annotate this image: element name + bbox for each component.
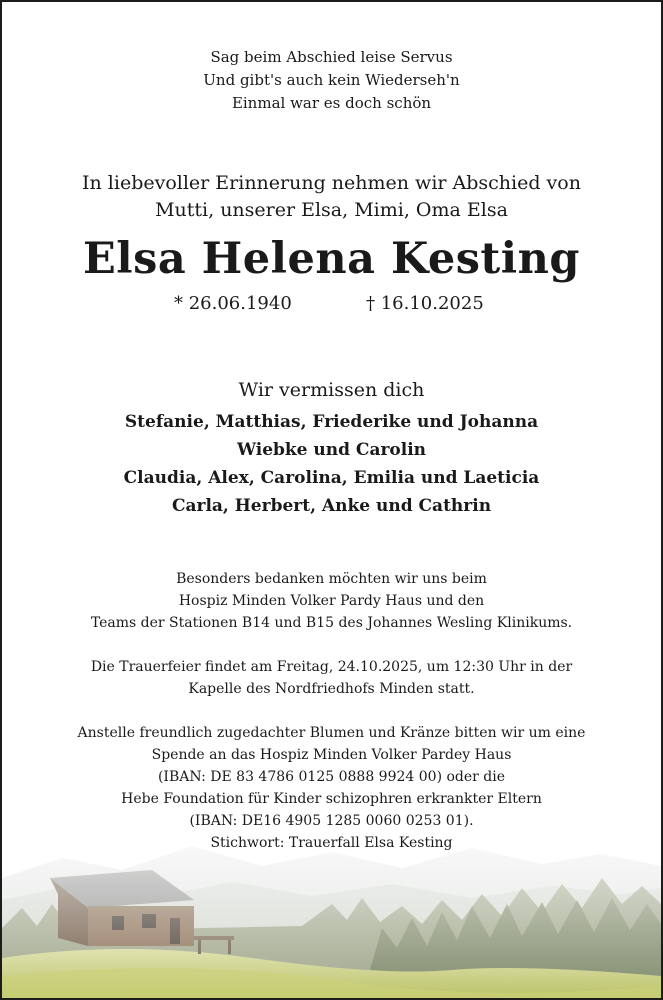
donation-line: (IBAN: DE16 4905 1285 0060 0253 01). <box>189 813 474 829</box>
poem-line: Sag beim Abschied leise Servus <box>210 48 453 66</box>
donation-line: Stichwort: Trauerfall Elsa Kesting <box>210 835 453 851</box>
thanks-line: Teams der Stationen B14 und B15 des Johannes Wesling Klinikums. <box>90 615 573 631</box>
miss-line: Wir vermissen dich <box>238 379 425 401</box>
family-names <box>2 408 661 520</box>
intro-text <box>2 170 661 224</box>
intro-line: Mutti, unserer Elsa, Mimi, Oma Elsa <box>155 199 508 221</box>
intro-line: In liebevoller Erinnerung nehmen wir Abschied von <box>82 172 581 194</box>
service-line: Kapelle des Nordfriedhofs Minden statt. <box>188 681 475 697</box>
birth-date: * 26.06.1940 <box>174 293 292 314</box>
poem-verse <box>2 46 661 115</box>
family-line: Claudia, Alex, Carolina, Emilia und Laeticia <box>123 468 540 488</box>
thanks-line: Hospiz Minden Volker Pardy Haus und den <box>178 593 485 609</box>
donation-text <box>2 722 661 854</box>
donation-line: (IBAN: DE 83 4786 0125 0888 9924 00) oder die <box>157 769 506 785</box>
family-line: Wiebke und Carolin <box>236 440 427 460</box>
service-line: Die Trauerfeier findet am Freitag, 24.10.2025, um 12:30 Uhr in der <box>90 659 573 675</box>
family-line: Carla, Herbert, Anke und Cathrin <box>171 496 492 516</box>
funeral-service-text <box>2 656 661 700</box>
thanks-text <box>2 568 661 634</box>
family-line: Stefanie, Matthias, Friederike und Johanna <box>124 412 539 432</box>
poem-line: Einmal war es doch schön <box>231 94 432 112</box>
donation-line: Spende an das Hospiz Minden Volker Pardey Haus <box>151 747 512 763</box>
poem-line: Und gibt's auch kein Wiederseh'n <box>203 71 460 89</box>
donation-line: Hebe Foundation für Kinder schizophren erkrankter Eltern <box>121 791 542 807</box>
thanks-line: Besonders bedanken möchten wir uns beim <box>176 571 487 587</box>
death-date: † 16.10.2025 <box>366 293 484 314</box>
deceased-name: Elsa Helena Kesting <box>83 234 580 284</box>
donation-line: Anstelle freundlich zugedachter Blumen und Kränze bitten wir um eine <box>77 725 586 741</box>
